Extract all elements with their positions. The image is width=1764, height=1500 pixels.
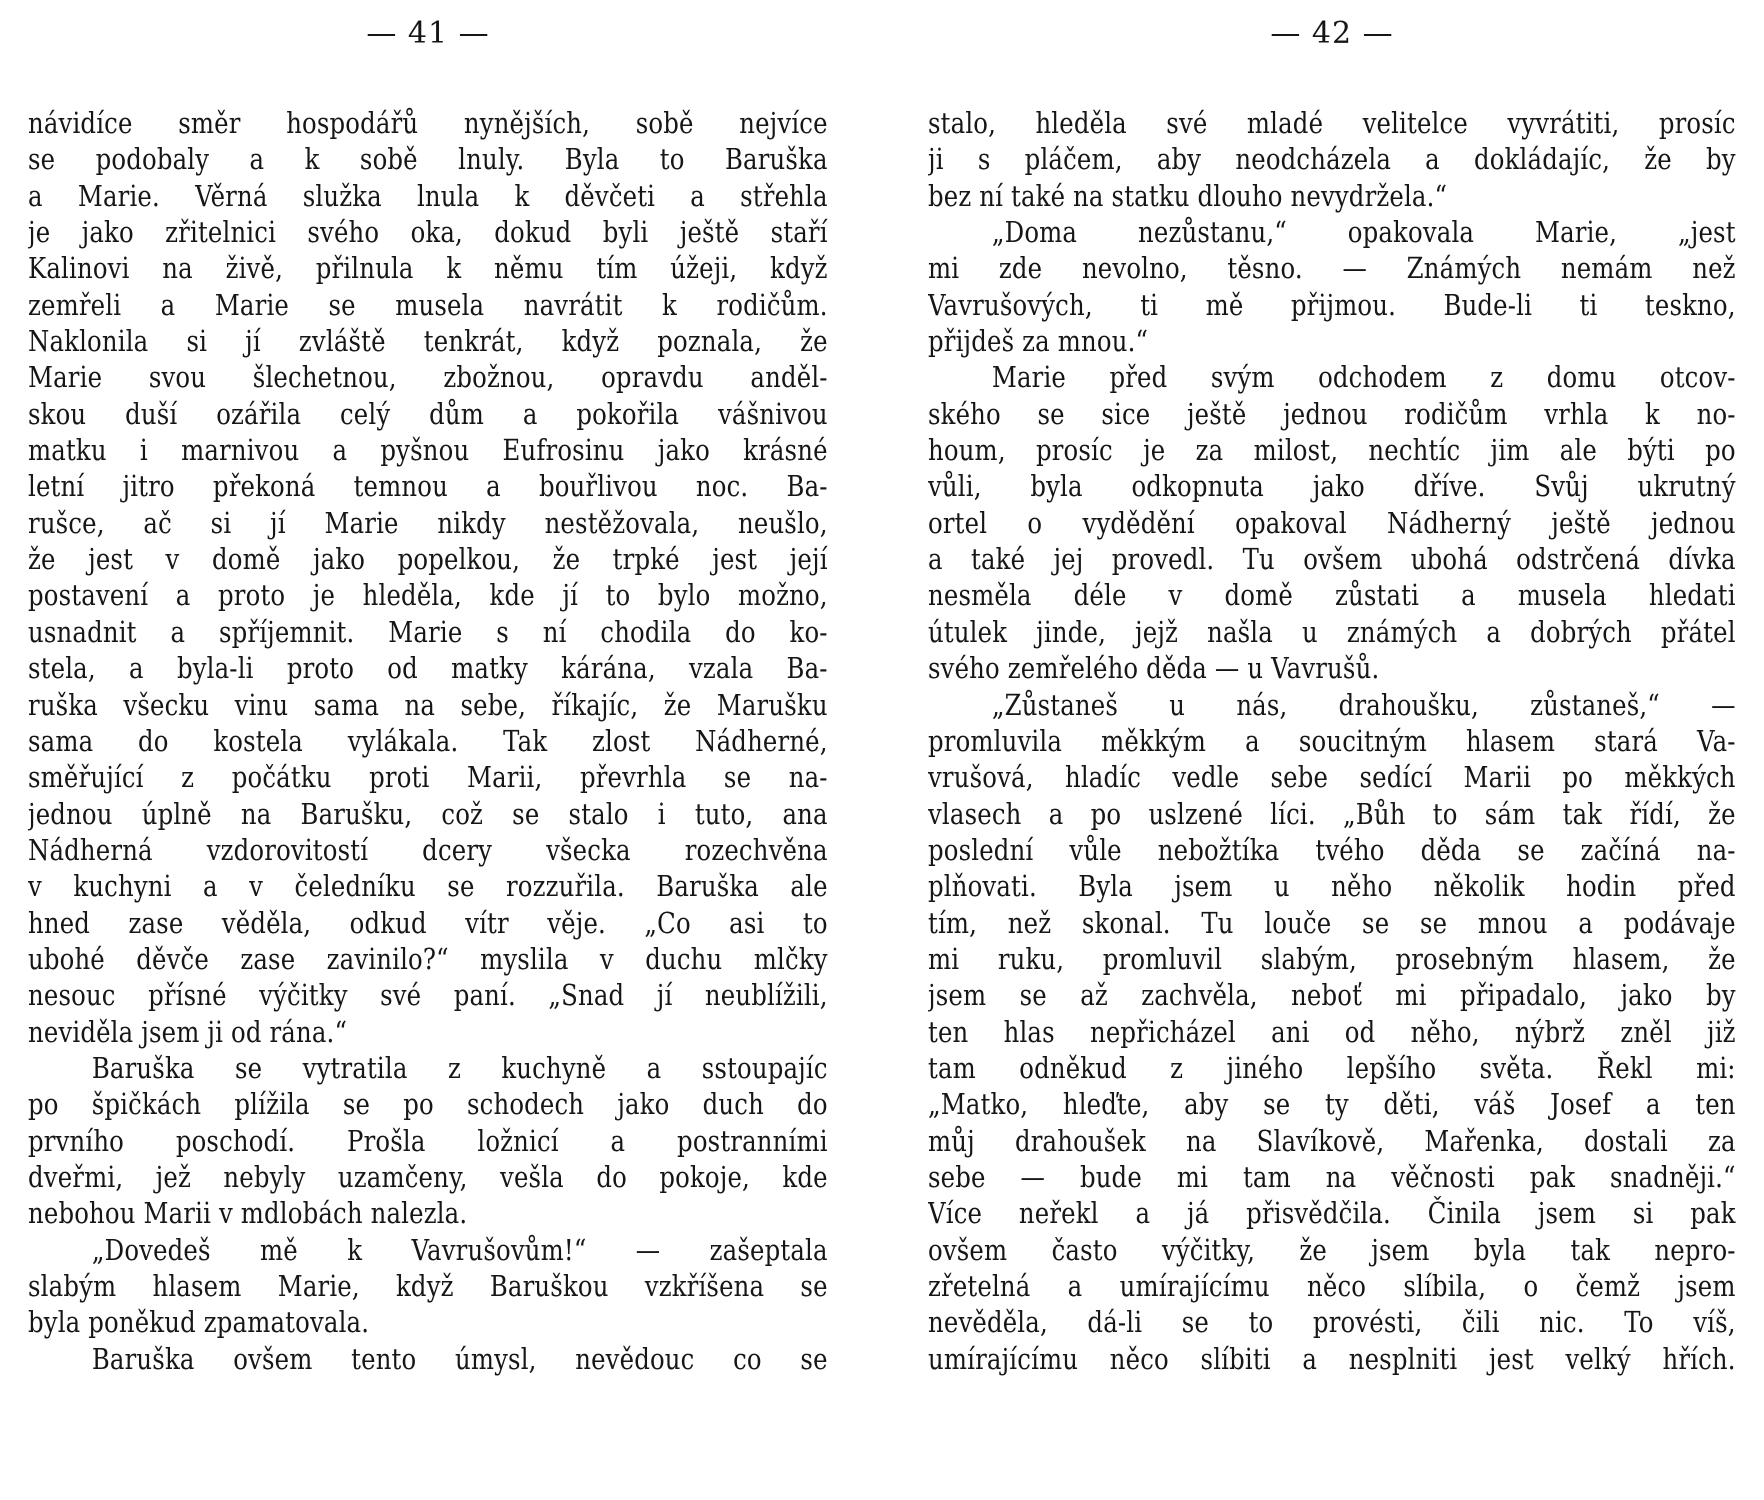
text-line: je jako zřitelnici svého oka, dokud byli ještě staří <box>28 215 828 250</box>
text-line: sama do kostela vylákala. Tak zlost Nádherné, <box>28 723 828 758</box>
text-line: zřetelná a umírajícímu něco slíbila, o čemž jsem <box>928 1269 1736 1303</box>
text-line: letní jitro překoná temnou a bouřlivou noc. Ba- <box>28 469 828 504</box>
text-line: Marie před svým odchodem z domu otcov- <box>991 360 1736 395</box>
text-line: nevěděla, dá-li se to provésti, čili nic. To víš, <box>928 1305 1736 1340</box>
text-line: vrušová, hladíc vedle sebe sedící Marii po měkkých <box>928 760 1736 795</box>
text-line: ubohé děvče zase zavinilo?“ myslila v duchu mlčky <box>28 941 828 976</box>
text-line: „Doma nezůstanu,“ opakovala Marie, „jest <box>991 215 1736 250</box>
text-line: tam odněkud z jiného lepšího světa. Řekl mi: <box>928 1050 1736 1085</box>
text-line: sebe — bude mi tam na věčnosti pak snadněji.“ <box>928 1159 1736 1194</box>
text-line: ortel o vydědění opakoval Nádherný ještě jednou <box>928 505 1736 540</box>
page-text <box>28 105 828 1377</box>
text-line: plňovati. Byla jsem u něho několik hodin před <box>928 869 1736 904</box>
text-line: vlasech a po uslzené líci. „Bůh to sám tak řídí, že <box>928 796 1736 831</box>
text-line: houm, prosíc je za milost, nechtíc jim ale býti po <box>928 433 1736 468</box>
text-line: slabým hlasem Marie, když Baruškou vzkříšena se <box>28 1269 828 1303</box>
text-line: návidíce směr hospodářů nynějších, sobě nejvíce <box>28 106 828 140</box>
text-line: stela, a byla-li proto od matky kárána, vzala Ba- <box>28 651 828 686</box>
text-line: nebohou Marii v mdlobách nalezla. <box>28 1196 468 1231</box>
text-line: útulek jinde, jejž našla u známých a dobrých přátel <box>928 614 1736 649</box>
text-line: postavení a proto je hleděla, kde jí to bylo možno, <box>28 578 828 613</box>
left-page <box>28 0 828 1500</box>
text-line: se podobaly a k sobě lnuly. Byla to Baruška <box>28 142 828 177</box>
text-line: ovšem často výčitky, že jsem byla tak nepro- <box>928 1232 1736 1267</box>
text-line: Baruška ovšem tento úmysl, nevědouc co se <box>91 1341 828 1376</box>
text-line: poslední vůle nebožtíka tvého děda se začíná na- <box>928 832 1736 867</box>
page-number: — 42 — <box>1270 16 1394 51</box>
text-line: Nádherná vzdorovitostí dcery všecka rozechvěna <box>28 832 828 867</box>
text-line: směřující z počátku proti Marii, převrhla se na- <box>28 760 828 795</box>
text-line: jednou úplně na Barušku, což se stalo i tuto, ana <box>28 796 828 831</box>
text-line: tím, než skonal. Tu louče se se mnou a podávaje <box>928 905 1736 940</box>
text-line: usnadnit a spříjemnit. Marie s ní chodila do ko- <box>28 614 828 649</box>
text-line: v kuchyni a v čeledníku se rozzuřila. Baruška ale <box>28 869 828 904</box>
text-line: že jest v domě jako popelkou, že trpké jest její <box>28 542 828 577</box>
text-line: nesměla déle v domě zůstati a musela hledati <box>928 578 1736 613</box>
text-line: Baruška se vytratila z kuchyně a sstoupajíc <box>91 1050 828 1085</box>
page-text <box>928 105 1736 1377</box>
text-line: dveřmi, jež nebyly uzamčeny, vešla do pokoje, kde <box>28 1159 828 1194</box>
text-line: matku i marnivou a pyšnou Eufrosinu jako krásné <box>28 433 828 468</box>
text-line: Kalinovi na živě, přilnula k němu tím úžeji, když <box>28 251 828 286</box>
text-line: ten hlas nepřicházel ani od něho, nýbrž zněl již <box>928 1014 1736 1049</box>
text-line: nesouc přísné výčitky své paní. „Snad jí neublížili, <box>28 978 828 1013</box>
text-line: stalo, hleděla své mladé velitelce vyvrátiti, prosíc <box>928 106 1736 140</box>
text-line: ruška všecku vinu sama na sebe, říkajíc, že Marušku <box>28 687 828 722</box>
text-line: svého zemřelého děda — u Vavrušů. <box>928 651 1380 686</box>
text-line: skou duší ozářila celý dům a pokořila vášnivou <box>28 396 828 431</box>
text-line: jsem se až zachvěla, neboť mi připadalo, jako by <box>928 978 1736 1013</box>
text-line: Marie svou šlechetnou, zbožnou, opravdu anděl- <box>28 360 828 395</box>
text-line: umírajícímu něco slíbiti a nesplniti jest velký hřích. <box>928 1341 1736 1376</box>
text-line: Vavrušových, ti mě přijmou. Bude-li ti teskno, <box>928 287 1736 322</box>
text-line: ského se sice ještě jednou rodičům vrhla k no- <box>928 396 1736 431</box>
page-number: — 41 — <box>366 16 490 51</box>
text-line: Naklonila si jí zvláště tenkrát, když poznala, že <box>28 324 828 359</box>
text-line: po špičkách plížila se po schodech jako duch do <box>28 1087 828 1122</box>
text-line: vůli, byla odkopnuta jako dříve. Svůj ukrutný <box>928 469 1736 504</box>
text-line: můj drahoušek na Slavíkově, Mařenka, dostali za <box>928 1123 1736 1158</box>
text-line: rušce, ač si jí Marie nikdy nestěžovala, neušlo, <box>28 505 828 540</box>
text-line: neviděla jsem ji od rána.“ <box>28 1014 348 1049</box>
text-line: přijdeš za mnou.“ <box>928 324 1149 359</box>
text-line: mi zde nevolno, těsno. — Známých nemám než <box>928 251 1736 286</box>
text-line: „Dovedeš mě k Vavrušovům!“ — zašeptala <box>91 1232 828 1267</box>
text-line: zemřeli a Marie se musela navrátit k rodičům. <box>28 287 828 322</box>
text-line: Více neřekl a já přisvědčila. Činila jsem si pak <box>928 1196 1736 1231</box>
text-line: prvního poschodí. Prošla ložnicí a postranními <box>28 1123 828 1158</box>
text-line: byla poněkud zpamatovala. <box>28 1305 370 1340</box>
text-line: hned zase věděla, odkud vítr věje. „Co asi to <box>28 905 828 940</box>
text-line: promluvila měkkým a soucitným hlasem stará Va- <box>928 723 1736 758</box>
text-line: ji s pláčem, aby neodcházela a dokládajíc, že by <box>928 142 1736 177</box>
text-line: bez ní také na statku dlouho nevydržela.“ <box>928 178 1448 213</box>
text-line: a také jej provedl. Tu ovšem ubohá odstrčená dívka <box>928 542 1736 577</box>
right-page <box>928 0 1736 1500</box>
text-line: mi ruku, promluvil slabým, prosebným hlasem, že <box>928 941 1736 976</box>
text-line: „Matko, hleďte, aby se ty děti, váš Josef a ten <box>928 1087 1736 1122</box>
text-line: a Marie. Věrná služka lnula k děvčeti a střehla <box>28 178 828 213</box>
text-line: „Zůstaneš u nás, drahoušku, zůstaneš,“ — <box>991 687 1736 722</box>
